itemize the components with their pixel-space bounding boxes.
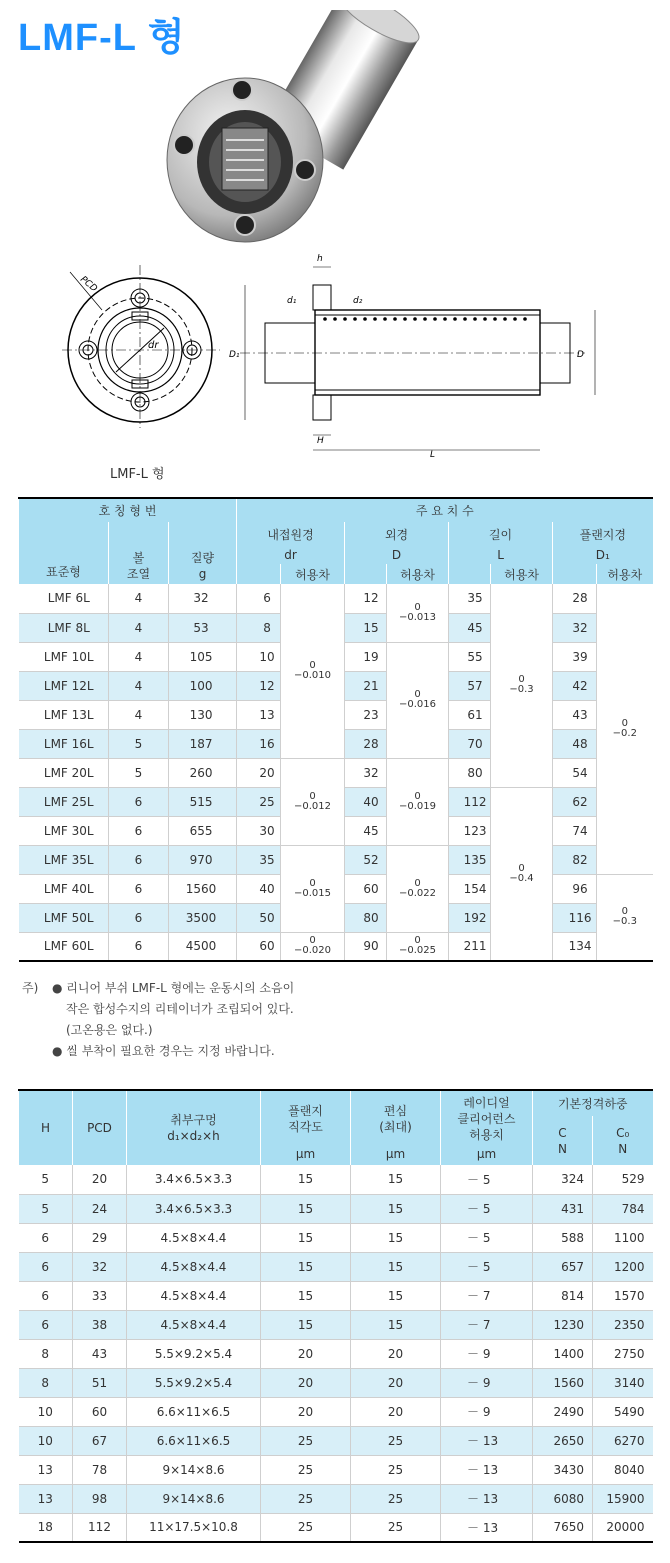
table-row <box>19 1194 653 1223</box>
cell-pcd: 98 <box>73 1484 127 1513</box>
cell-perp: 15 <box>261 1194 351 1223</box>
cell-rad: － 13 <box>441 1426 533 1455</box>
cell-ecc: 15 <box>351 1194 441 1223</box>
cell-h: 6 <box>19 1223 73 1252</box>
balls-header: 볼 조열 <box>109 522 169 584</box>
D-tol-header: 허용차 <box>387 564 449 584</box>
dimension-table <box>18 497 653 962</box>
note-line: (고온용은 없다.) <box>66 1023 153 1037</box>
cell-pcd: 29 <box>73 1223 127 1252</box>
cell-pcd: 67 <box>73 1426 127 1455</box>
product-photo <box>160 10 420 245</box>
D-label: D <box>577 350 584 360</box>
table-row: LMF 12L 4 100 12 21 57 42 <box>19 671 653 700</box>
D1-tolerance: 0 −0.3 <box>597 874 653 961</box>
cell-rad: － 5 <box>441 1252 533 1281</box>
cell-hole: 4.5×8×4.4 <box>127 1223 261 1252</box>
cell-h: 8 <box>19 1339 73 1368</box>
cell-c0: 8040 <box>593 1455 653 1484</box>
cell-c: 1230 <box>533 1310 593 1339</box>
cell-c0: 20000 <box>593 1513 653 1542</box>
table-row: LMF 13L 4 130 13 23 61 43 <box>19 700 653 729</box>
cell-c0: 1200 <box>593 1252 653 1281</box>
table-row <box>19 1281 653 1310</box>
figure-caption: LMF-L 형 <box>110 467 165 482</box>
standard-header: 표준형 <box>19 522 109 584</box>
cell-hole: 11×17.5×10.8 <box>127 1513 261 1542</box>
cell-hole: 3.4×6.5×3.3 <box>127 1165 261 1194</box>
cell-perp: 15 <box>261 1165 351 1194</box>
cell-ecc: 15 <box>351 1223 441 1252</box>
cell-pcd: 60 <box>73 1397 127 1426</box>
cell-pcd: 112 <box>73 1513 127 1542</box>
H-label: H <box>317 436 324 446</box>
cell-ecc: 25 <box>351 1455 441 1484</box>
cell-ecc: 15 <box>351 1310 441 1339</box>
cell-h: 6 <box>19 1252 73 1281</box>
table-row <box>19 1368 653 1397</box>
page-title: LMF-L 형 <box>18 17 186 59</box>
cell-c: 588 <box>533 1223 593 1252</box>
cell-ecc: 15 <box>351 1165 441 1194</box>
cell-rad: － 13 <box>441 1455 533 1484</box>
cell-ecc: 20 <box>351 1397 441 1426</box>
cell-hole: 5.5×9.2×5.4 <box>127 1368 261 1397</box>
cell-hole: 4.5×8×4.4 <box>127 1310 261 1339</box>
cell-hole: 4.5×8×4.4 <box>127 1281 261 1310</box>
cell-pcd: 24 <box>73 1194 127 1223</box>
radial-header: 레이디얼 클리어런스 허용치 <box>441 1090 533 1143</box>
cell-pcd: 33 <box>73 1281 127 1310</box>
cell-rad: － 9 <box>441 1368 533 1397</box>
cell-c: 1400 <box>533 1339 593 1368</box>
load-header: 기본정격하중 <box>533 1090 653 1116</box>
cell-c: 2490 <box>533 1397 593 1426</box>
table-row: LMF 20L 5 260 20 0 −0.012 32 0 −0.019 80 54 <box>19 758 653 787</box>
table-row: LMF 8L 4 53 8 15 45 32 <box>19 613 653 642</box>
cell-h: 10 <box>19 1426 73 1455</box>
pcd-label: PCD <box>78 274 99 295</box>
D1-symbol: D₁ <box>553 546 653 564</box>
table-row <box>19 1397 653 1426</box>
cell-h: 6 <box>19 1310 73 1339</box>
cell-c0: 1100 <box>593 1223 653 1252</box>
cell-c0: 529 <box>593 1165 653 1194</box>
spec-table <box>18 1089 653 1543</box>
cell-c0: 2750 <box>593 1339 653 1368</box>
table-row: LMF 35L 6 970 35 0 −0.015 52 0 −0.022 135 82 <box>19 845 653 874</box>
dr-symbol: dr <box>237 546 345 564</box>
D-symbol: D <box>345 546 449 564</box>
cell-perp: 25 <box>261 1426 351 1455</box>
perp-unit: μm <box>261 1143 351 1165</box>
cell-perp: 15 <box>261 1252 351 1281</box>
cell-c: 814 <box>533 1281 593 1310</box>
D1-tolerance: 0 −0.2 <box>597 584 653 874</box>
L-symbol: L <box>449 546 553 564</box>
cell-h: 5 <box>19 1165 73 1194</box>
cell-pcd: 78 <box>73 1455 127 1484</box>
cell-rad: － 13 <box>441 1513 533 1542</box>
dr-tolerance: 0 −0.010 <box>281 584 345 758</box>
L-label: L <box>430 450 436 460</box>
D1-tol-header: 허용차 <box>597 564 653 584</box>
cell-pcd: 43 <box>73 1339 127 1368</box>
length-header: 길이 <box>449 522 553 546</box>
notes-label: 주) <box>22 981 39 995</box>
cell-c: 431 <box>533 1194 593 1223</box>
note-line: ● 리니어 부쉬 LMF-L 형에는 운동시의 소음이 <box>52 981 295 995</box>
dr-tolerance: 0 −0.015 <box>281 845 345 932</box>
cell-c: 7650 <box>533 1513 593 1542</box>
H-header: H <box>19 1090 73 1165</box>
radial-unit: μm <box>441 1143 533 1165</box>
cell-rad: － 5 <box>441 1223 533 1252</box>
cell-pcd: 51 <box>73 1368 127 1397</box>
cell-rad: － 13 <box>441 1484 533 1513</box>
flange-diameter-header: 플랜지경 <box>553 522 653 546</box>
cell-rad: － 7 <box>441 1281 533 1310</box>
cell-c: 6080 <box>533 1484 593 1513</box>
cell-hole: 4.5×8×4.4 <box>127 1252 261 1281</box>
cell-c0: 3140 <box>593 1368 653 1397</box>
cell-pcd: 20 <box>73 1165 127 1194</box>
D1-label: D₁ <box>229 350 240 360</box>
cell-hole: 3.4×6.5×3.3 <box>127 1194 261 1223</box>
cell-perp: 20 <box>261 1368 351 1397</box>
cell-h: 8 <box>19 1368 73 1397</box>
table-row: LMF 60L 6 4500 60 0 −0.020 90 0 −0.025 211 134 <box>19 932 653 961</box>
table-row: LMF 10L 4 105 10 19 0 −0.016 55 39 <box>19 642 653 671</box>
cell-rad: － 5 <box>441 1165 533 1194</box>
cell-c: 324 <box>533 1165 593 1194</box>
nominal-header: 호 칭 형 번 <box>19 498 237 522</box>
cell-c0: 784 <box>593 1194 653 1223</box>
table-row <box>19 1455 653 1484</box>
table-row <box>19 1513 653 1542</box>
cell-ecc: 25 <box>351 1513 441 1542</box>
cell-c: 657 <box>533 1252 593 1281</box>
d2-label: d₂ <box>353 296 363 306</box>
cell-hole: 6.6×11×6.5 <box>127 1397 261 1426</box>
dr-tolerance: 0 −0.020 <box>281 932 345 961</box>
L-tolerance: 0 −0.3 <box>491 584 553 787</box>
table-row <box>19 1223 653 1252</box>
C-header: C N <box>533 1116 593 1165</box>
D-tolerance: 0 −0.019 <box>387 758 449 845</box>
note-line: ● 씰 부착이 필요한 경우는 지정 바랍니다. <box>52 1044 275 1058</box>
PCD-header: PCD <box>73 1090 127 1165</box>
cell-c: 2650 <box>533 1426 593 1455</box>
cell-perp: 15 <box>261 1281 351 1310</box>
perp-header: 플랜지 직각도 <box>261 1090 351 1143</box>
C0-header: C₀ N <box>593 1116 653 1165</box>
note-line: 작은 합성수지의 리테이너가 조립되어 있다. <box>66 1002 294 1016</box>
table-row: LMF 50L 6 3500 50 80 192 116 <box>19 903 653 932</box>
dr-tol-header: 허용차 <box>281 564 345 584</box>
L-tolerance: 0 −0.4 <box>491 787 553 961</box>
cell-ecc: 20 <box>351 1368 441 1397</box>
cell-h: 13 <box>19 1484 73 1513</box>
table-row <box>19 1165 653 1194</box>
cell-rad: － 9 <box>441 1397 533 1426</box>
cell-rad: － 5 <box>441 1194 533 1223</box>
table-row: LMF 40L 6 1560 40 60 154 96 0 −0.3 <box>19 874 653 903</box>
cell-ecc: 20 <box>351 1339 441 1368</box>
table-row <box>19 1310 653 1339</box>
hole-header: 취부구멍 d₁×d₂×h <box>127 1090 261 1165</box>
table-row: LMF 25L 6 515 25 40 112 0 −0.4 62 <box>19 787 653 816</box>
inner-diameter-header: 내접원경 <box>237 522 345 546</box>
table-row: LMF 6L 4 32 6 0 −0.010 12 0 −0.013 35 0 −0.3 28 0 −0.2 <box>19 584 653 613</box>
cell-hole: 5.5×9.2×5.4 <box>127 1339 261 1368</box>
cell-rad: － 9 <box>441 1339 533 1368</box>
front-view-drawing <box>60 260 230 430</box>
L-tol-header: 허용차 <box>491 564 553 584</box>
cell-hole: 9×14×8.6 <box>127 1455 261 1484</box>
outer-diameter-header: 외경 <box>345 522 449 546</box>
cell-c: 3430 <box>533 1455 593 1484</box>
D-tolerance: 0 −0.022 <box>387 845 449 932</box>
table-row <box>19 1339 653 1368</box>
cell-hole: 9×14×8.6 <box>127 1484 261 1513</box>
cell-pcd: 38 <box>73 1310 127 1339</box>
cell-ecc: 25 <box>351 1484 441 1513</box>
cell-h: 5 <box>19 1194 73 1223</box>
ecc-unit: μm <box>351 1143 441 1165</box>
d1-label: d₁ <box>287 296 297 306</box>
cell-h: 13 <box>19 1455 73 1484</box>
cell-ecc: 15 <box>351 1281 441 1310</box>
main-dims-header: 주 요 치 수 <box>237 498 653 522</box>
cell-c0: 15900 <box>593 1484 653 1513</box>
D-tolerance: 0 −0.016 <box>387 642 449 758</box>
cell-h: 18 <box>19 1513 73 1542</box>
D-tolerance: 0 −0.013 <box>387 584 449 642</box>
cell-ecc: 15 <box>351 1252 441 1281</box>
table-row: LMF 30L 6 655 30 45 123 74 <box>19 816 653 845</box>
side-view-drawing <box>225 245 605 470</box>
cell-pcd: 32 <box>73 1252 127 1281</box>
table-row <box>19 1484 653 1513</box>
cell-perp: 15 <box>261 1223 351 1252</box>
cell-h: 6 <box>19 1281 73 1310</box>
cell-ecc: 25 <box>351 1426 441 1455</box>
cell-c: 1560 <box>533 1368 593 1397</box>
cell-perp: 15 <box>261 1310 351 1339</box>
cell-c0: 6270 <box>593 1426 653 1455</box>
dr-label: dr <box>148 340 159 351</box>
cell-c0: 2350 <box>593 1310 653 1339</box>
cell-c0: 1570 <box>593 1281 653 1310</box>
ecc-header: 편심 (최대) <box>351 1090 441 1143</box>
mass-header: 질량 g <box>169 522 237 584</box>
dr-tolerance: 0 −0.012 <box>281 758 345 845</box>
cell-rad: － 7 <box>441 1310 533 1339</box>
table-row <box>19 1252 653 1281</box>
cell-c0: 5490 <box>593 1397 653 1426</box>
notes <box>22 978 294 1062</box>
table-row <box>19 1426 653 1455</box>
D-tolerance: 0 −0.025 <box>387 932 449 961</box>
h-label: h <box>317 254 323 264</box>
cell-perp: 20 <box>261 1339 351 1368</box>
cell-perp: 25 <box>261 1484 351 1513</box>
cell-perp: 25 <box>261 1455 351 1484</box>
table-row: LMF 16L 5 187 16 28 70 48 <box>19 729 653 758</box>
cell-perp: 20 <box>261 1397 351 1426</box>
cell-hole: 6.6×11×6.5 <box>127 1426 261 1455</box>
cell-perp: 25 <box>261 1513 351 1542</box>
cell-h: 10 <box>19 1397 73 1426</box>
